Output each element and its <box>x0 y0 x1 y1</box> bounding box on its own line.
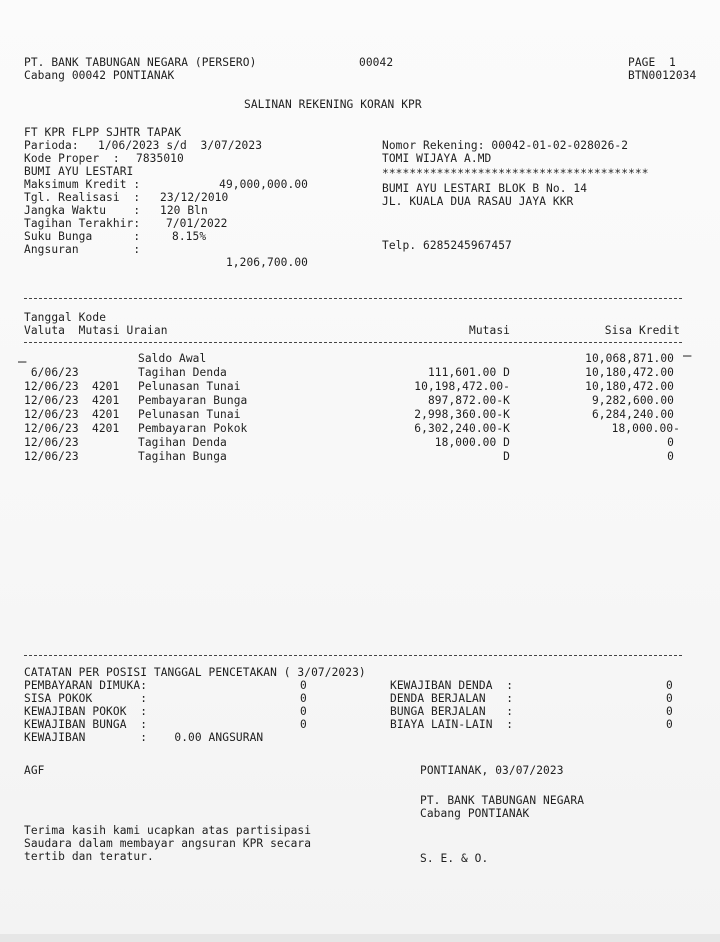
installment-value: 1,206,700.00 <box>225 256 308 269</box>
table-row-code: 4201 <box>92 394 120 407</box>
table-row-mutasi: 897,872.00-K <box>427 394 510 407</box>
installment-label: Angsuran : <box>24 243 141 256</box>
notes-title: CATATAN PER POSISI TANGGAL PENCETAKAN ( 3/07/2023) <box>24 666 366 679</box>
table-row-desc: Pelunasan Tunai <box>138 408 241 421</box>
principal-balance-label: SISA POKOK : <box>24 692 148 705</box>
margin-mark-left: – <box>18 354 27 370</box>
table-row-code: 4201 <box>92 380 120 393</box>
penalty-obligation-label: KEWAJIBAN DENDA : <box>390 679 514 692</box>
table-row-date: 12/06/23 <box>24 408 79 421</box>
table-header-line-1: Tanggal Kode <box>24 311 107 324</box>
branch-code: 00042 <box>359 56 394 69</box>
realization-date-label: Tgl. Realisasi : <box>24 191 141 204</box>
table-row-sisa: 0 <box>667 450 674 463</box>
table-row-date: 6/06/23 <box>24 366 79 379</box>
errors-omissions: S. E. & O. <box>420 852 489 865</box>
notes-top-rule <box>24 655 682 656</box>
place-date: PONTIANAK, 03/07/2023 <box>420 764 564 777</box>
table-row-mutasi: 111,601.00 D <box>427 366 510 379</box>
table-row-desc: Pembayaran Pokok <box>138 422 248 435</box>
table-header-sisa: Sisa Kredit <box>604 324 680 337</box>
interest-obligation-value: 0 <box>300 718 307 731</box>
table-row-desc: Tagihan Denda <box>138 366 227 379</box>
max-credit-label: Maksimum Kredit : <box>24 178 141 191</box>
table-row-sisa: 18,000.00- <box>611 422 680 435</box>
term-value: 120 Bln <box>160 204 208 217</box>
housing-name: BUMI AYU LESTARI <box>24 165 134 178</box>
kode-proper-label: Kode Proper : <box>24 152 120 165</box>
table-row-date: 12/06/23 <box>24 394 79 407</box>
footer-branch: Cabang PONTIANAK <box>420 807 530 820</box>
footer-bank-name: PT. BANK TABUNGAN NEGARA <box>420 794 585 807</box>
last-bill-label: Tagihan Terakhir: <box>24 217 141 230</box>
table-row-code: 4201 <box>92 422 120 435</box>
thanks-line-3: tertib dan teratur. <box>24 850 154 863</box>
table-row-date: 12/06/23 <box>24 436 79 449</box>
table-row-desc: Tagihan Denda <box>138 436 227 449</box>
table-row-mutasi: 18,000.00 D <box>434 436 510 449</box>
period-value: 1/06/2023 s/d 3/07/2023 <box>98 139 263 152</box>
table-row-sisa: 10,180,472.00 <box>585 366 674 379</box>
table-row-desc: Saldo Awal <box>138 352 207 365</box>
thanks-line-1: Terima kasih kami ucapkan atas partisipasi <box>24 824 312 837</box>
product-name: FT KPR FLPP SJHTR TAPAK <box>24 126 182 139</box>
phone-number: Telp. 6285245967457 <box>382 239 512 252</box>
address-line-2: JL. KUALA DUA RASAU JAYA KKR <box>382 195 574 208</box>
interest-obligation-label: KEWAJIBAN BUNGA : <box>24 718 148 731</box>
separator-stars: *************************************** <box>382 167 649 180</box>
penalty-obligation-value: 0 <box>666 679 673 692</box>
table-row-sisa: 10,068,871.00 <box>585 352 674 365</box>
table-row-sisa: 0 <box>667 436 674 449</box>
document-code: BTN0012034 <box>628 69 697 82</box>
table-row-date: 12/06/23 <box>24 380 79 393</box>
operator-code: AGF <box>24 764 45 777</box>
period-label: Parioda: <box>24 139 79 152</box>
address-line-1: BUMI AYU LESTARI BLOK B No. 14 <box>382 182 588 195</box>
table-row-sisa: 9,282,600.00 <box>591 394 674 407</box>
last-bill-value: 7/01/2022 <box>166 217 228 230</box>
document-title: SALINAN REKENING KORAN KPR <box>244 98 422 111</box>
installment-obligation: KEWAJIBAN : 0.00 ANGSURAN <box>24 731 264 744</box>
table-header-line-2: Valuta Mutasi Uraian <box>24 324 168 337</box>
account-number: Nomor Rekening: 00042-01-02-028026-2 <box>382 139 629 152</box>
table-row-sisa: 6,284,240.00 <box>591 408 674 421</box>
table-row-desc: Tagihan Bunga <box>138 450 227 463</box>
table-top-rule <box>24 298 682 299</box>
principal-obligation-label: KEWAJIBAN POKOK : <box>24 705 148 718</box>
running-penalty-value: 0 <box>666 692 673 705</box>
interest-rate-value: 8.15% <box>172 230 207 243</box>
running-penalty-label: DENDA BERJALAN : <box>390 692 514 705</box>
table-row-mutasi: D <box>503 450 510 463</box>
bank-name: PT. BANK TABUNGAN NEGARA (PERSERO) <box>24 56 257 69</box>
table-header-rule <box>24 342 682 343</box>
customer-name: TOMI WIJAYA A.MD <box>382 152 492 165</box>
table-row-mutasi: 2,998,360.00-K <box>414 408 510 421</box>
branch-name: Cabang 00042 PONTIANAK <box>24 69 175 82</box>
advance-payment-label: PEMBAYARAN DIMUKA: <box>24 679 148 692</box>
running-interest-label: BUNGA BERJALAN : <box>390 705 514 718</box>
other-fees-value: 0 <box>666 718 673 731</box>
table-header-mutasi: Mutasi <box>468 324 510 337</box>
table-row-code: 4201 <box>92 408 120 421</box>
table-row-date: 12/06/23 <box>24 450 79 463</box>
max-credit-value: 49,000,000.00 <box>219 178 308 191</box>
margin-mark-right: – <box>683 348 692 364</box>
kode-proper-value: 7835010 <box>136 152 184 165</box>
page-number: PAGE 1 <box>628 56 676 69</box>
principal-balance-value: 0 <box>300 692 307 705</box>
advance-payment-value: 0 <box>300 679 307 692</box>
principal-obligation-value: 0 <box>300 705 307 718</box>
term-label: Jangka Waktu : <box>24 204 141 217</box>
viewer-bottom-bar <box>0 934 720 942</box>
realization-date-value: 23/12/2010 <box>160 191 229 204</box>
table-row-sisa: 10,180,472.00 <box>585 380 674 393</box>
other-fees-label: BIAYA LAIN-LAIN : <box>390 718 514 731</box>
interest-rate-label: Suku Bunga : <box>24 230 141 243</box>
table-row-mutasi: 6,302,240.00-K <box>414 422 510 435</box>
table-row-desc: Pelunasan Tunai <box>138 380 241 393</box>
table-row-mutasi: 10,198,472.00- <box>414 380 510 393</box>
table-row-desc: Pembayaran Bunga <box>138 394 248 407</box>
running-interest-value: 0 <box>666 705 673 718</box>
table-row-date: 12/06/23 <box>24 422 79 435</box>
thanks-line-2: Saudara dalam membayar angsuran KPR secara <box>24 837 312 850</box>
